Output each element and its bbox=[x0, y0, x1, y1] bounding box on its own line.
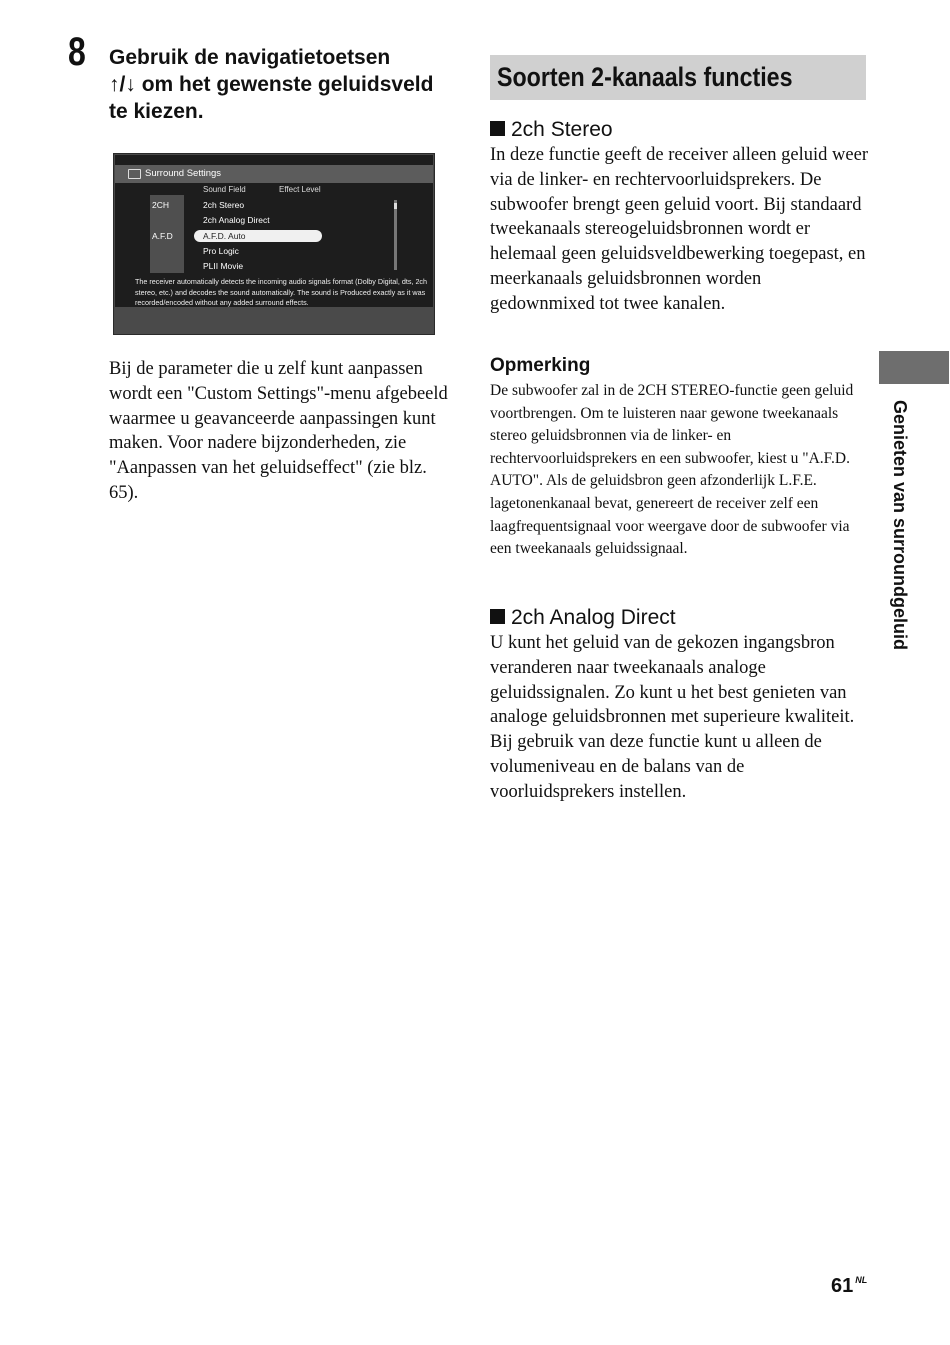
stereo-heading-text: 2ch Stereo bbox=[511, 118, 613, 141]
square-bullet-icon bbox=[490, 121, 505, 136]
page-number bbox=[831, 1275, 867, 1298]
screen-description: The receiver automatically detects the incoming audio signals format (Dolby Digital, dts, 2ch stereo, etc.) and decodes the sound automatically. The sound is Produced exactly as it was recorded/encoded without any added surround effects. bbox=[135, 277, 428, 307]
step-text-part1: Gebruik de navigatietoetsen bbox=[109, 46, 391, 69]
page-language: NL bbox=[855, 1275, 868, 1285]
chapter-tab-label: Genieten van surroundgeluid bbox=[890, 400, 910, 651]
menu-item: 2ch Stereo bbox=[203, 200, 245, 210]
note-paragraph: De subwoofer zal in de 2CH STEREO-functie geen geluid voortbrengen. Om te luisteren naar gewone tweekanaals stereo geluidsbronnen via de linker- en rechtervoorluidsprekers en een subwoofer, kiest u "A.F.D. AUTO". Als de geluidsbron geen afzonderlijk L.F.E. lagetonenkanaal bevat, genereert de receiver zelf een laagfrequentsignaal voor weergave door de subwoofer via een tweekanaals geluidssignaal. bbox=[490, 382, 854, 558]
menu-item: Pro Logic bbox=[203, 246, 239, 256]
menu-item: 2ch Analog Direct bbox=[203, 215, 270, 225]
step-number: 8 bbox=[68, 30, 86, 74]
menu-item: PLII Movie bbox=[203, 261, 244, 271]
arrow-keys-icon: ↑/↓ bbox=[109, 73, 136, 96]
stereo-paragraph: In deze functie geeft de receiver alleen geluid weer via de linker- en rechtervoorluidsprekers. De subwoofer brengt geen geluid voort. Bij standaard tweekanaals stereogeluidsbronnen wordt er helemaal geen geluidsveldbewerking toegepast, en meerkanaals geluidsbronnen worden gedownmixed tot twee kanalen. bbox=[490, 145, 868, 314]
settings-icon bbox=[128, 169, 141, 179]
screen-scrollbar bbox=[394, 200, 397, 270]
analog-heading-text: 2ch Analog Direct bbox=[511, 606, 676, 629]
square-bullet-icon bbox=[490, 609, 505, 624]
page-number-value: 61 bbox=[831, 1275, 854, 1297]
screen-display bbox=[115, 155, 433, 307]
chapter-tab bbox=[879, 351, 949, 384]
category-label: 2CH bbox=[152, 200, 170, 210]
analog-paragraph: U kunt het geluid van de gekozen ingangsbron veranderen naar tweekanaals analoge geluidssignalen. Zo kunt u het best genieten van analoge geluidsbronnen met superieure kwaliteit. Bij gebruik van deze functie kunt u alleen de volumeniveau en de balans van de voorluidsprekers instellen. bbox=[490, 633, 855, 802]
section-title: Soorten 2-kanaals functies bbox=[497, 62, 793, 92]
menu-item-selected: A.F.D. Auto bbox=[194, 230, 322, 242]
surround-settings-screenshot bbox=[113, 153, 435, 335]
step-instruction bbox=[109, 44, 449, 125]
step-text-part2: om het gewenste geluidsveld te kiezen. bbox=[109, 73, 434, 123]
column-sound-field: Sound Field bbox=[203, 185, 246, 194]
analog-heading bbox=[490, 605, 676, 631]
category-label: A.F.D bbox=[152, 231, 173, 241]
stereo-heading bbox=[490, 117, 613, 143]
column-effect-level: Effect Level bbox=[279, 185, 321, 194]
custom-settings-paragraph: Bij de parameter die u zelf kunt aanpassen wordt een "Custom Settings"-menu afgebeeld waarmee u geavanceerde aanpassingen kunt maken. Voor nadere bijzonderheden, zie "Aanpassen van het geluidseffect" (zie blz. 65). bbox=[109, 359, 448, 503]
screen-title: Surround Settings bbox=[145, 168, 222, 179]
note-heading: Opmerking bbox=[490, 355, 591, 376]
